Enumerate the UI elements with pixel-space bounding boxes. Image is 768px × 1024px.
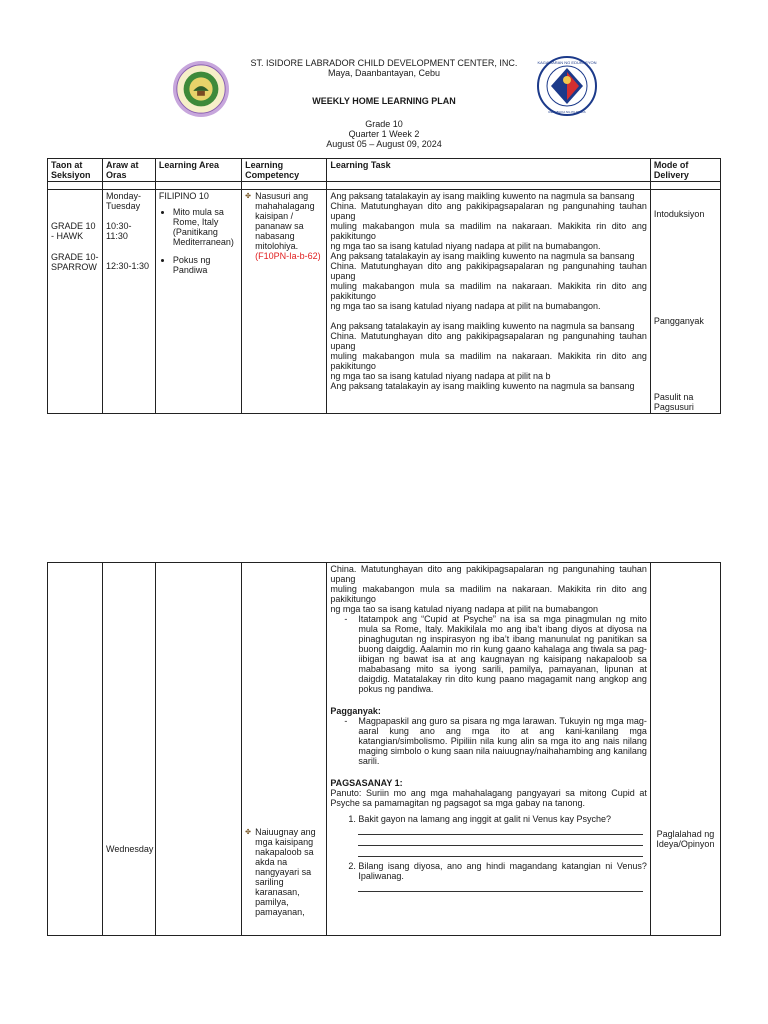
deped-seal-subtext: REPUBLIKA NG PILIPINAS — [548, 110, 586, 114]
question-list — [330, 814, 647, 892]
table-row — [48, 190, 721, 414]
learning-area-cell — [155, 190, 241, 414]
competency-cell — [242, 190, 327, 414]
task-line: Ang paksang tatalakayin ay isang maikling kuwento na nagmula sa bansang — [330, 251, 635, 261]
school-address: Maya, Daanbantayan, Cebu — [327, 68, 441, 78]
mode-introduksiyon: Intoduksiyon — [653, 209, 705, 219]
task-line: ng mga tao sa isang katulad niyang nadapa at pilit na bumabangon — [330, 604, 599, 614]
mode-cell — [650, 563, 720, 936]
header-taon-seksiyon: Taon at Seksiyon — [48, 159, 103, 182]
document-header — [0, 58, 768, 149]
date-range: August 05 – August 09, 2024 — [326, 139, 442, 149]
deped-seal-logo — [537, 56, 597, 116]
sections-cell — [48, 190, 103, 414]
task-line: muling makabangon mula sa madilim na nakaraan. Makikita rin dito ang pakikitungo — [330, 221, 647, 241]
table-row — [48, 563, 721, 936]
section-sparrow: GRADE 10- SPARROW — [51, 252, 99, 272]
school-name: ST. ISIDORE LABRADOR CHILD DEVELOPMENT CENTER, INC. — [250, 58, 518, 68]
schedule-cell — [103, 563, 156, 936]
learning-task-cell — [327, 190, 651, 414]
learning-plan-table-2 — [47, 562, 721, 936]
quarter-week: Quarter 1 Week 2 — [348, 129, 420, 139]
list-item: - Magpapaskil ang guro sa pisara ng mga larawan. Tukuyin ng mga mag-aaral kung ano ang mga ito at ang kani-kanilang mga katangian/simbolismo. Pipiliin nila kung alin sa mga ito ang nais nilang maging simbolo o kung saan nila naiuugnay/naihahambing ang kanilang sarili. — [344, 716, 647, 766]
answer-line[interactable] — [358, 881, 643, 892]
plan-title: WEEKLY HOME LEARNING PLAN — [312, 96, 456, 106]
learning-plan-table-1 — [47, 158, 721, 414]
header-mode-of-delivery: Mode of Delivery — [650, 159, 720, 182]
spacer-row — [48, 182, 721, 190]
mode-cell — [650, 190, 720, 414]
grade-label: Grade 10 — [365, 119, 403, 129]
task-line: muling makabangon mula sa madilim na nakaraan. Makikita rin dito ang pakikitungo — [330, 584, 647, 604]
header-learning-competency: Learning Competency — [242, 159, 327, 182]
school-seal-logo — [172, 60, 230, 118]
sections-cell — [48, 563, 103, 936]
subject-label: FILIPINO 10 — [158, 191, 209, 201]
arrow-bullet-icon: ✤ — [245, 829, 251, 836]
answer-line[interactable] — [358, 835, 643, 846]
answer-line[interactable] — [358, 824, 643, 835]
question-text: Bakit gayon na lamang ang inggit at galit ni Venus kay Psyche? — [358, 814, 611, 824]
arrow-bullet-icon: ✤ — [245, 193, 251, 200]
task-line: Ang paksang tatalakayin ay isang maikling kuwento na nagmula sa bansang — [330, 381, 635, 391]
task-line: China. Matutunghayan dito ang pakikipagsapalaran ng pangunahing tauhan upang — [330, 201, 647, 221]
pagganyak-dash-list — [330, 716, 647, 766]
competency-text: Nasusuri ang mahahalagang kaisipan / pananaw sa nabasang mitolohiya. — [255, 191, 315, 251]
competency-cell — [242, 563, 327, 936]
list-item — [358, 861, 647, 892]
schedule-cell — [103, 190, 156, 414]
question-text: Bilang isang diyosa, ano ang hindi magandang katangian ni Venus? Ipaliwanag. — [358, 861, 647, 881]
competency-text: Naiuugnay ang mga kaisipang nakapaloob sa akda na nangyayari sa sariling karanasan, pamilya, pamayanan, — [255, 827, 316, 917]
pagganyak-label: Pagganyak: — [330, 706, 381, 716]
task-line: China. Matutunghayan dito ang pakikipagsapalaran ng pangunahing tauhan upang — [330, 564, 647, 584]
table-header-row — [48, 159, 721, 182]
panuto-text: Panuto: Suriin mo ang mga mahahalagang pangyayari sa mitong Cupid at Psyche sa pamamagitan ng pagsagot sa mga gabay na tanong. — [330, 788, 647, 808]
header-araw-oras: Araw at Oras — [103, 159, 156, 182]
list-item: - Itatampok ang “Cupid at Psyche” na isa sa mga pinagmulan ng mito mula sa Rome, Italy. Makikilala mo ang iba’t ibang diyos at diyosa na pinaghugutan ng inspirasyon ng iba’t ibang manunulat ng panitikan sa buong daigdig. Aalamin mo rin kung gaano kahalaga ang tiwala sa pag-iibigan ng bawat isa at ang kaugnayan ng kaisipang nakapaloob sa mababasang mito sa iyong sarili, pamilya, pamayanan, lipunan at daigdig. Matatalakay rin dito kung paano magagamit nang angkop ang pokus ng pandiwa. — [344, 614, 647, 694]
area-topic-list — [159, 207, 238, 275]
mode-pangganyak: Pangganyak — [653, 316, 704, 326]
deped-seal-text: KAGAWARAN NG EDUKASYON — [537, 60, 597, 65]
header-learning-task: Learning Task — [327, 159, 651, 182]
task-line: ng mga tao sa isang katulad niyang nadapa at pilit na bumabangon. — [330, 301, 601, 311]
pagsasanay-label: PAGSASANAY 1: — [330, 778, 403, 788]
competency-code: (F10PN-Ia-b-62) — [255, 251, 321, 261]
learning-task-cell — [327, 563, 651, 936]
task-line: China. Matutunghayan dito ang pakikipagsapalaran ng pangunahing tauhan upang — [330, 261, 647, 281]
list-item: • Mito mula sa Rome, Italy (Panitikang Mediterranean) — [173, 207, 238, 247]
task-line: muling makabangon mula sa madilim na nakaraan. Makikita rin dito ang pakikitungo — [330, 351, 647, 371]
list-item: • Pokus ng Pandiwa — [173, 255, 238, 275]
task-line: Ang paksang tatalakayin ay isang maikling kuwento na nagmula sa bansang — [330, 321, 635, 331]
mode-paglalahad: Paglalahad ng Ideya/Opinyon — [656, 829, 715, 849]
time-slot-2: 12:30-1:30 — [106, 261, 150, 271]
intro-dash-list — [330, 614, 647, 694]
header-learning-area: Learning Area — [155, 159, 241, 182]
list-item — [358, 814, 647, 857]
day-label: Wednesday — [106, 844, 154, 854]
learning-area-cell — [155, 563, 241, 936]
answer-line[interactable] — [358, 846, 643, 857]
task-line: ng mga tao sa isang katulad niyang nadapa at pilit na b — [330, 371, 551, 381]
task-line: muling makabangon mula sa madilim na nakaraan. Makikita rin dito ang pakikitungo — [330, 281, 647, 301]
task-line: Ang paksang tatalakayin ay isang maikling kuwento na nagmula sa bansang — [330, 191, 635, 201]
task-line: ng mga tao sa isang katulad niyang nadapa at pilit na bumabangon. — [330, 241, 601, 251]
time-slot-1: 10:30-11:30 — [106, 221, 132, 241]
section-hawk: GRADE 10 - HAWK — [51, 221, 96, 241]
day-label: Monday-Tuesday — [106, 191, 142, 211]
task-line: China. Matutunghayan dito ang pakikipagsapalaran ng pangunahing tauhan upang — [330, 331, 647, 351]
mode-pasulit: Pasulit na Pagsusuri — [653, 392, 694, 412]
